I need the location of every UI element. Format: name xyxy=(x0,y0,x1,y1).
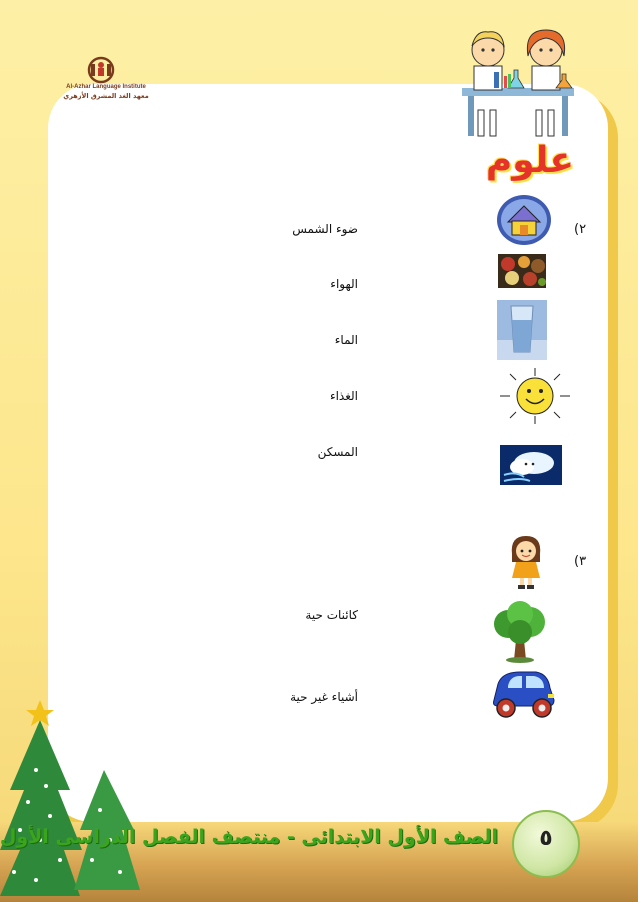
sun-icon xyxy=(496,366,574,426)
q2-word-food: الغذاء xyxy=(329,389,358,403)
food-icon xyxy=(498,254,546,288)
logo-name-ar: معهد الغد المشرق الأزهري xyxy=(63,92,149,100)
christmas-trees-illustration xyxy=(0,690,150,902)
house-icon xyxy=(496,194,552,246)
logo-name-en: Al-Azhar Language Institute xyxy=(66,84,146,90)
question-3-number: ٣) xyxy=(574,554,587,569)
subject-title: علوم xyxy=(485,140,575,181)
girl-icon xyxy=(506,534,546,590)
car-icon xyxy=(488,664,558,720)
wind-cloud-icon xyxy=(500,445,562,485)
logo-emblem-icon xyxy=(81,56,121,84)
water-glass-icon xyxy=(497,300,547,360)
scientists-illustration xyxy=(458,26,578,156)
q2-word-sunlight: ضوء الشمس xyxy=(292,222,358,236)
page-number: ٥ xyxy=(539,826,553,851)
q3-word-living-things: كائنات حية xyxy=(305,608,358,622)
question-2-number: ٢) xyxy=(574,222,587,237)
q2-word-water: الماء xyxy=(334,333,358,347)
q2-word-shelter: المسكن xyxy=(317,445,358,459)
q2-word-air: الهواء xyxy=(330,277,358,291)
tree-icon xyxy=(490,600,550,664)
institute-logo xyxy=(56,56,149,104)
q3-word-non-living-things: أشياء غير حية xyxy=(290,690,358,704)
footer-text: الصف الأول الابتدائى - منتصف الفصل الدراسى الأول xyxy=(0,826,498,848)
